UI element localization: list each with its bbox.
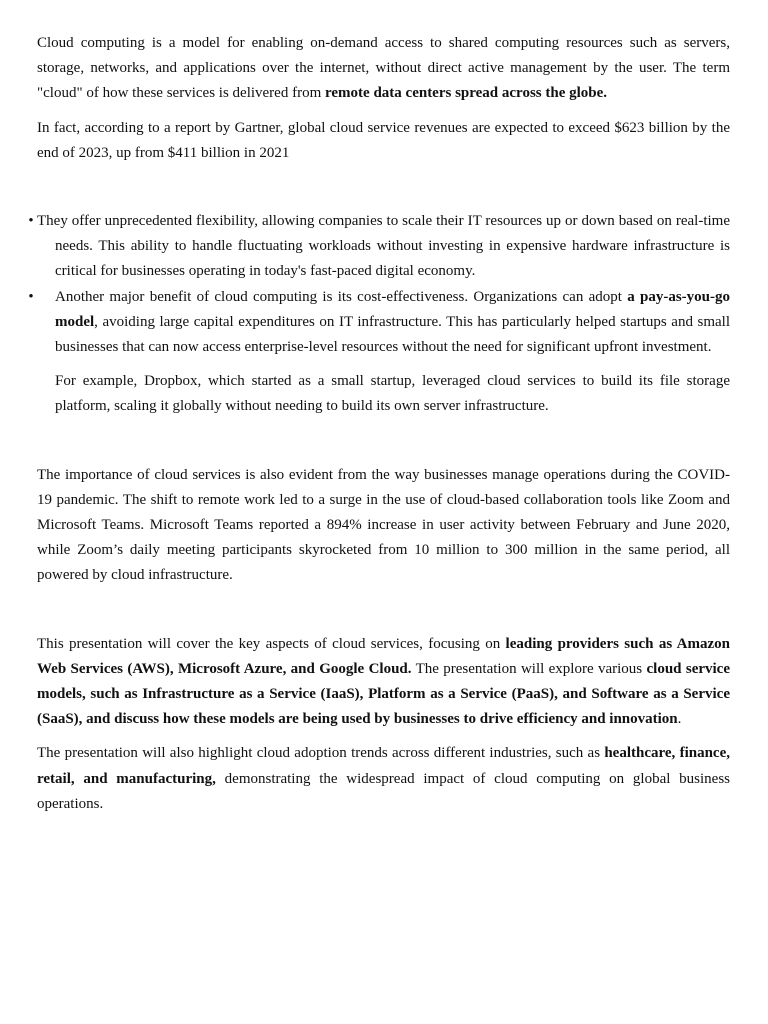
bullet-icon: • xyxy=(28,288,34,305)
flexibility-text: They offer unprecedented flexibility, allowing companies to scale their IT resources up or down based on real-time needs. This ability to handle fluctuating workloads without investing in expensive hardware infrastructure is critical for businesses operating in today's fast-paced digital economy. xyxy=(37,213,730,280)
presentation-paragraph xyxy=(37,632,730,733)
intro-text: Cloud computing is a model for enabling on-demand access to shared computing resources such as servers, storage, networks, and applications over the internet, without direct active management by the user. The term "cloud" of how these services is delivered from xyxy=(37,35,730,102)
list-item xyxy=(28,209,730,285)
cost-text-a: Another major benefit of cloud computing is its cost-effectiveness. Organizations can adopt xyxy=(55,288,628,305)
cost-emphasis: a pay-as-you-go model xyxy=(55,288,730,330)
industries-emphasis: healthcare, finance, retail, and manufacturing, xyxy=(37,745,730,787)
covid-paragraph: The importance of cloud services is also evident from the way businesses manage operations during the COVID-19 pandemic. The shift to remote work led to a surge in the use of cloud-based collaboration tools like Zoom and Microsoft Teams. Microsoft Teams reported a 894% increase in user activity between February and June 2020, while Zoom’s daily meeting participants skyrocketed from 10 million to 300 million in the same period, all powered by cloud infrastructure. xyxy=(37,466,730,584)
intro-emphasis: remote data centers spread across the globe. xyxy=(325,85,608,102)
intro-paragraph xyxy=(37,31,730,107)
industries-paragraph xyxy=(37,741,730,817)
gartner-paragraph: In fact, according to a report by Gartner, global cloud service revenues are expected to exceed $623 billion by the end of 2023, up from $411 billion in 2021 xyxy=(37,119,730,161)
bullet-icon: • xyxy=(28,213,34,230)
service-models-emphasis: cloud service models, such as Infrastructure as a Service (IaaS), Platform as a Service (PaaS), and Software as a Service (SaaS), and discuss how these models are being used by businesses to drive efficiency and innovation xyxy=(37,660,731,728)
benefits-list xyxy=(28,209,730,360)
providers-emphasis: leading providers such as Amazon Web Services (AWS), Microsoft Azure, and Google Cloud. xyxy=(37,635,730,677)
presentation-text-b: The presentation will explore various xyxy=(411,660,647,677)
list-item xyxy=(28,285,730,361)
industries-text-b: demonstrating the widespread impact of cloud computing on global business operations. xyxy=(37,770,730,812)
industries-text-a: The presentation will also highlight cloud adoption trends across different industries, such as xyxy=(37,745,605,762)
presentation-end: . xyxy=(677,711,682,728)
dropbox-example: For example, Dropbox, which started as a small startup, leveraged cloud services to build its file storage platform, scaling it globally without needing to build its own server infrastructure. xyxy=(55,373,730,415)
presentation-text-a: This presentation will cover the key aspects of cloud services, focusing on xyxy=(37,635,506,652)
cost-text-b: , avoiding large capital expenditures on IT infrastructure. This has particularly helped startups and small businesses that can now access enterprise-level resources without the need for significant upfront investment. xyxy=(55,313,730,356)
